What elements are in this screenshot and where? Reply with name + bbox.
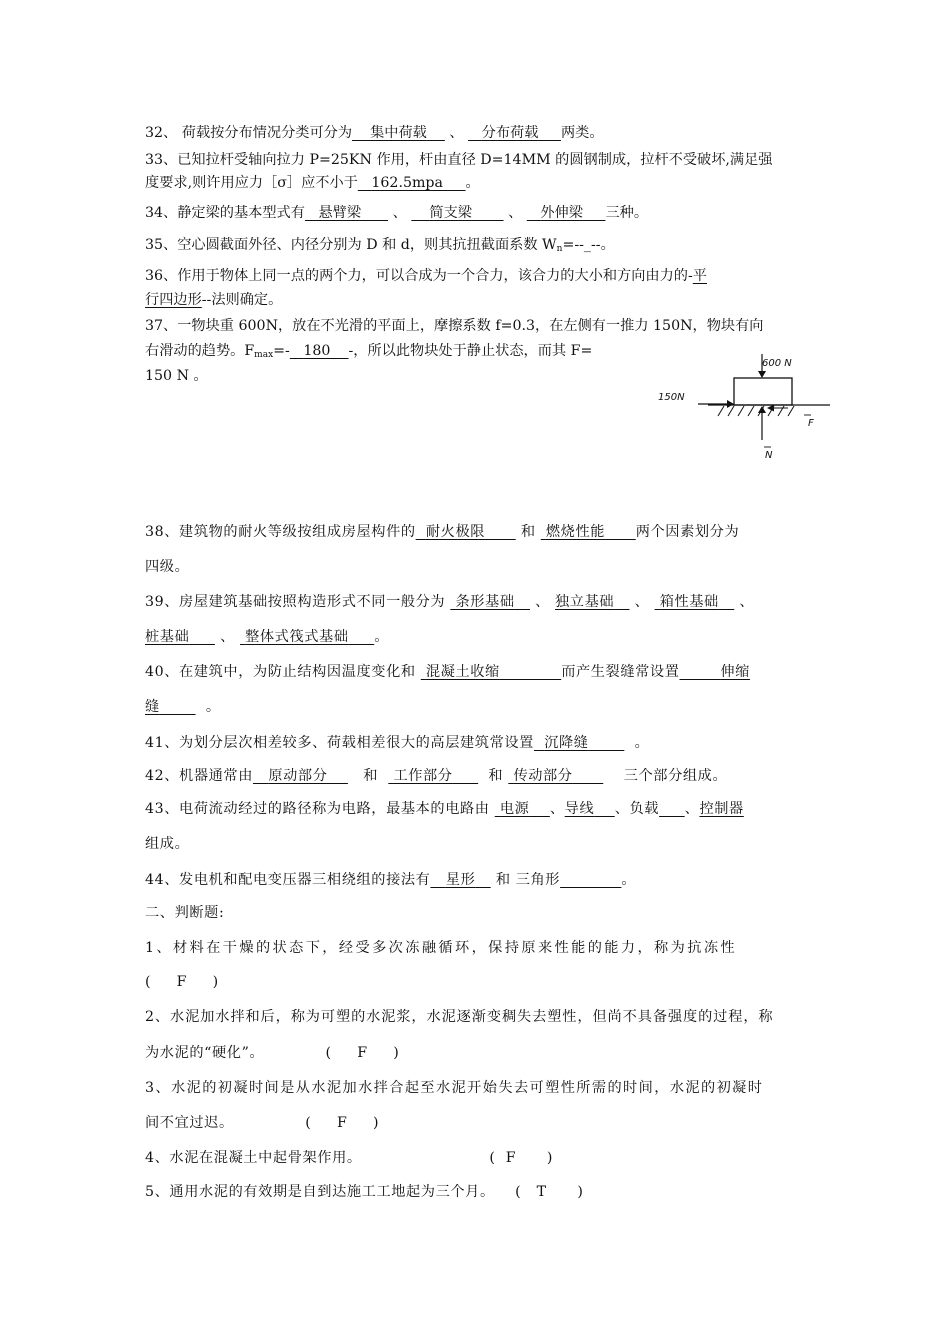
question-34: 34、静定梁的基本型式有 悬臂梁 、 简支梁 、 外伸梁 三种。 [145, 205, 649, 221]
q43-blank-1: 电源 [499, 801, 530, 817]
q39-blank-5: 整体式筏式基础 [245, 629, 349, 645]
judge-1-line-2: ( F ) [145, 974, 219, 990]
question-44: 44、发电机和配电变压器三相绕组的接法有 星形 和 三角形 。 [145, 872, 637, 888]
label-n: N [765, 450, 773, 461]
q42-blank-3: 传动部分 [513, 768, 573, 784]
judge-2-line-2: 为水泥的“硬化”。 ( F ) [145, 1045, 400, 1061]
q32-sep: 、 [449, 125, 464, 141]
question-38-line-2: 四级。 [145, 559, 190, 575]
q40-blank-2b: 缝 [145, 699, 160, 715]
q36-blank-1a: 平 [692, 268, 707, 284]
judge-2-line-1: 2、水泥加水拌和后，称为可塑的水泥浆，水泥逐渐变稠失去塑性，但尚不具备强度的过程，称 [145, 1009, 774, 1025]
q41-blank-1: 沉降缝 [544, 735, 589, 751]
question-32 [145, 123, 604, 143]
judge-5: 5、通用水泥的有效期是自到达施工工地起为三个月。 ( T ) [145, 1184, 584, 1200]
question-37-line-1: 37、一物块重 600N，放在不光滑的平面上，摩擦系数 f=0.3，在左侧有一推力 150N，物块有向 [145, 318, 764, 334]
q39-blank-2: 独立基础 [555, 594, 615, 610]
q40-blank-1: 混凝土收缩 [425, 664, 500, 680]
q37-blank-1: 180 [303, 343, 331, 359]
q38-blank-2: 燃烧性能 [545, 524, 606, 540]
question-33-line-1: 33、已知拉杆受轴向拉力 P=25KN 作用，杆由直径 D=14MM 的圆钢制成，拉杆不受破坏,满足强 [145, 152, 773, 168]
force-diagram-svg [648, 350, 838, 468]
q39-blank-4: 桩基础 [145, 629, 190, 645]
q44-blank-1: 星形 [445, 872, 476, 888]
label-150n: 150N [658, 392, 685, 403]
question-36-line-2: 行四边形--法则确定。 [145, 292, 283, 308]
q34-blank-2: 简支梁 [429, 205, 472, 221]
section-2-title: 二、判断题: [145, 905, 225, 921]
q32-text: 32、 荷载按分布情况分类可分为 [145, 125, 353, 141]
question-35: 35、空心圆截面外径、内径分别为 D 和 d，则其抗扭截面系数 $W_n=--\_--$。 [145, 237, 615, 254]
q38-blank-1: 耐火极限 [425, 524, 486, 540]
q32-blank-2: 分布荷载 [481, 125, 539, 141]
q36-blank-1b: 行四边形 [145, 292, 202, 308]
arrow-n-head [758, 406, 766, 413]
judge-1-line-1: 1、材料在干燥的状态下，经受多次冻融循环，保持原来性能的能力，称为抗冻性 [145, 940, 737, 956]
block [734, 378, 792, 405]
question-41: 41、为划分层次相差较多、荷载相差很大的高层建筑常设置 沉降缝 。 [145, 735, 650, 751]
question-39-line-1: 39、房屋建筑基础按照构造形式不同一般分为 条形基础 、 独立基础 、 箱性基础 、 [145, 594, 755, 610]
q39-blank-1: 条形基础 [455, 594, 515, 610]
q40-blank-2a: 伸缩 [720, 664, 750, 680]
q34-blank-1: 悬臂梁 [318, 205, 362, 221]
question-39-line-2: 桩基础 、 整体式筏式基础 。 [145, 629, 389, 645]
q42-blank-1: 原动部分 [268, 768, 328, 784]
question-40-line-2: 缝 。 [145, 699, 221, 715]
q33-blank-1: 162.5mpa [371, 175, 443, 191]
judge-3-line-1: 3、水泥的初凝时间是从水泥加水拌合起至水泥开始失去可塑性所需的时间，水泥的初凝时 [145, 1080, 764, 1096]
q39-blank-3: 箱性基础 [659, 594, 719, 610]
judge-4: 4、水泥在混凝土中起骨架作用。 ( F ) [145, 1150, 553, 1166]
q42-blank-2: 工作部分 [393, 768, 453, 784]
judge-3-line-2: 间不宜过迟。 ( F ) [145, 1115, 380, 1131]
question-37-line-3: 150 N 。 [145, 368, 208, 384]
q32-blank-1: 集中荷载 [370, 125, 427, 141]
q34-blank-3: 外伸梁 [540, 205, 583, 221]
force-diagram [648, 350, 838, 468]
question-36-line-1: 36、作用于物体上同一点的两个力，可以合成为一个合力，该合力的大小和方向由力的-平 [145, 268, 707, 284]
question-33-line-2: 度要求,则许用应力［σ］应不小于 162.5mpa 。 [145, 175, 480, 191]
q44-blank-2 [560, 872, 621, 888]
arrow-600n-head [758, 371, 766, 378]
label-f: F [808, 418, 814, 429]
question-37-line-2: 右滑动的趋势。$F_{max}=-$ 180 -，所以此物块处于静止状态，而其 F= [145, 343, 593, 360]
q32-tail: 两类。 [560, 125, 604, 141]
question-43-line-1: 43、电荷流动经过的路径称为电路，最基本的电路由 电源 、导线 、负载 、控制器 [145, 801, 744, 817]
label-600n: 600 N [762, 358, 792, 369]
q43-blank-4: 控制器 [699, 801, 744, 817]
q43-blank-2: 导线 [564, 801, 595, 817]
question-38-line-1: 38、建筑物的耐火等级按组成房屋构件的 耐火极限 和 燃烧性能 两个因素划分为 [145, 524, 740, 540]
question-43-line-2: 组成。 [145, 836, 190, 852]
q43-blank-3 [659, 801, 685, 817]
question-40-line-1: 40、在建筑中，为防止结构因温度变化和 混凝土收缩 而产生裂缝常设置 伸缩 [145, 664, 750, 680]
question-42: 42、机器通常由 原动部分 和 工作部分 和 传动部分 三个部分组成。 [145, 768, 728, 784]
